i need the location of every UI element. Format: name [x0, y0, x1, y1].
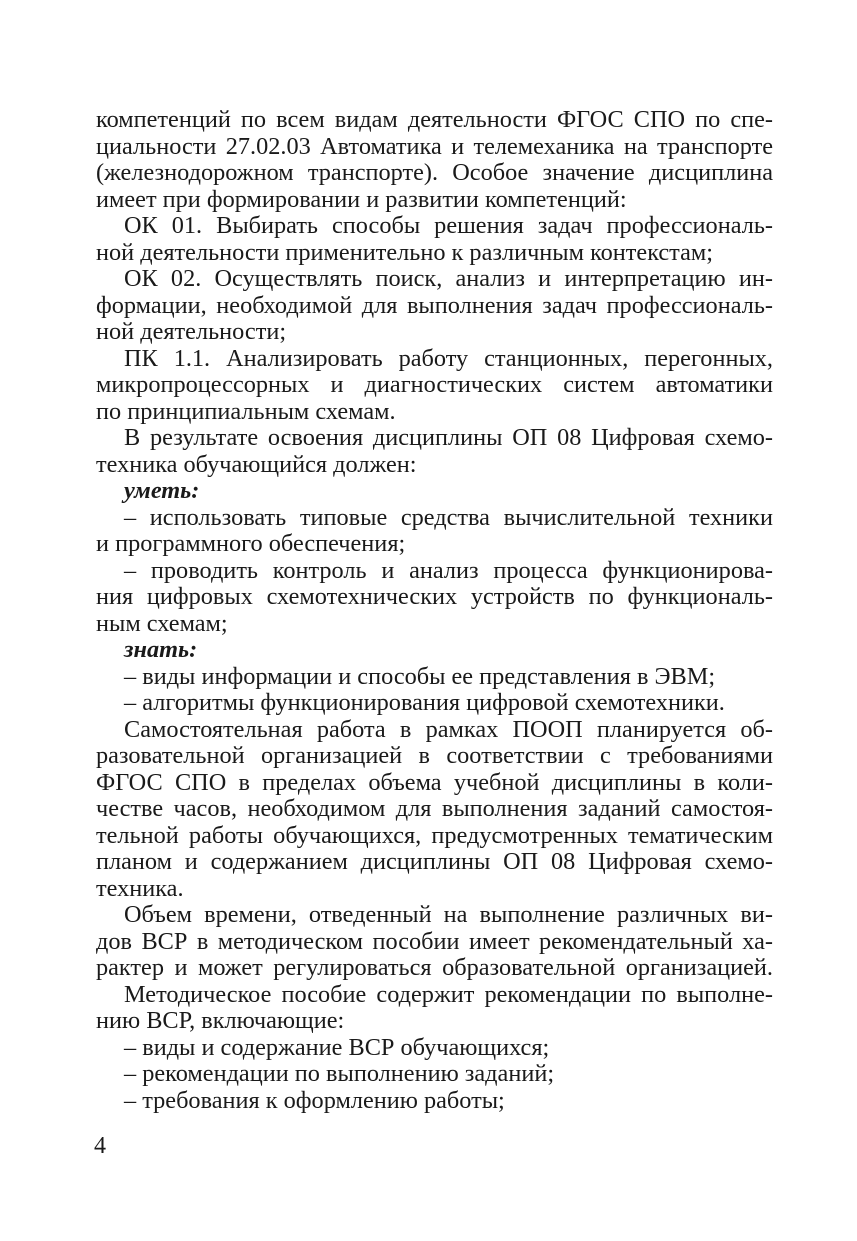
text-line: и программного обеспечения;	[96, 530, 406, 557]
text-line: циальности 27.02.03 Автоматика и телемеханика на транспорте	[96, 133, 773, 160]
text-line: компетенций по всем видам деятельности ФГОС СПО по спе-	[96, 106, 773, 133]
text-line: тельной работы обучающихся, предусмотренных тематическим	[96, 822, 773, 849]
text-line: ным схемам;	[96, 610, 228, 637]
text-line: имеет при формировании и развитии компетенций:	[96, 186, 627, 213]
text-line: – алгоритмы функционирования цифровой схемотехники.	[124, 689, 725, 716]
text-line: – использовать типовые средства вычислительной техники	[124, 504, 773, 531]
text-line: – требования к оформлению работы;	[124, 1087, 505, 1114]
text-line: Объем времени, отведенный на выполнение различных ви-	[124, 901, 773, 928]
page-number: 4	[94, 1133, 106, 1159]
text-line: ной деятельности;	[96, 318, 287, 345]
text-line: планом и содержанием дисциплины ОП 08 Цифровая схемо-	[96, 848, 773, 875]
section-heading: уметь:	[124, 477, 200, 504]
text-line: формации, необходимой для выполнения задач профессиональ-	[96, 292, 773, 319]
text-line: ОК 01. Выбирать способы решения задач профессиональ-	[124, 212, 773, 239]
text-line: разовательной организацией в соответствии с требованиями	[96, 742, 773, 769]
section-heading: знать:	[124, 636, 198, 663]
text-line: ФГОС СПО в пределах объема учебной дисциплины в коли-	[96, 769, 773, 796]
text-line: микропроцессорных и диагностических систем автоматики	[96, 371, 773, 398]
text-line: техника обучающийся должен:	[96, 451, 417, 478]
text-line: ПК 1.1. Анализировать работу станционных, перегонных,	[124, 345, 773, 372]
text-line: по принципиальным схемам.	[96, 398, 396, 425]
text-line: рактер и может регулироваться образовательной организацией.	[96, 954, 773, 981]
text-line: честве часов, необходимом для выполнения заданий самостоя-	[96, 795, 773, 822]
text-line: – проводить контроль и анализ процесса функционирова-	[124, 557, 773, 584]
text-line: Самостоятельная работа в рамках ПООП планируется об-	[124, 716, 773, 743]
text-line: ОК 02. Осуществлять поиск, анализ и интерпретацию ин-	[124, 265, 773, 292]
text-line: ния цифровых схемотехнических устройств по функциональ-	[96, 583, 773, 610]
text-line: дов ВСР в методическом пособии имеет рекомендательный ха-	[96, 928, 773, 955]
text-line: Методическое пособие содержит рекомендации по выполне-	[124, 981, 773, 1008]
text-line: В результате освоения дисциплины ОП 08 Цифровая схемо-	[124, 424, 773, 451]
text-line: техника.	[96, 875, 184, 902]
text-line: – рекомендации по выполнению заданий;	[124, 1060, 555, 1087]
text-line: нию ВСР, включающие:	[96, 1007, 345, 1034]
text-line: – виды и содержание ВСР обучающихся;	[124, 1034, 550, 1061]
text-line: (железнодорожном транспорте). Особое значение дисциплина	[96, 159, 773, 186]
text-line: ной деятельности применительно к различным контекстам;	[96, 239, 714, 266]
text-line: – виды информации и способы ее представления в ЭВМ;	[124, 663, 716, 690]
